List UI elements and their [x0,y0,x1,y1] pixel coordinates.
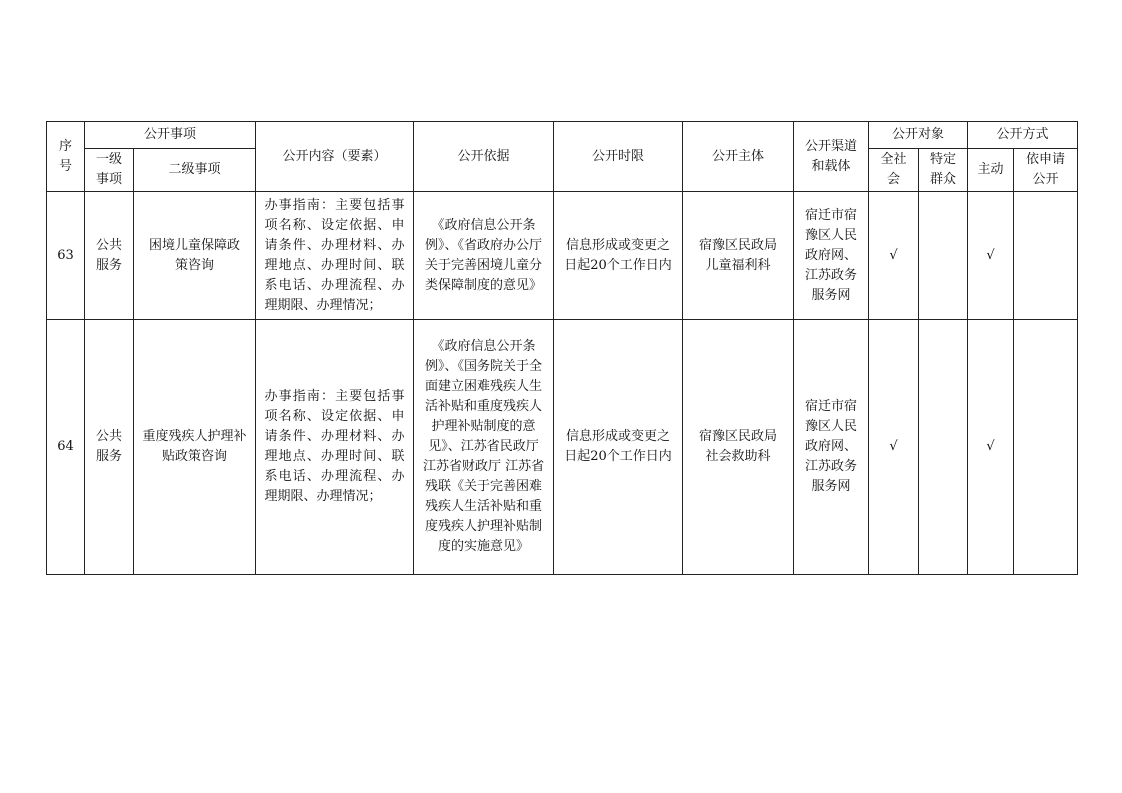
header-target: 公开对象 [869,122,968,149]
row-content: 办事指南：主要包括事项名称、设定依据、申请条件、办理材料、办理地点、办理时间、联系电话、办理流程、办理期限、办理情况； [256,192,414,320]
header-items: 公开事项 [85,122,256,149]
row-basis: 《政府信息公开条例》、《省政府办公厅关于完善困境儿童分类保障制度的意见》 [414,192,554,320]
header-seq: 序号 [47,122,85,192]
header-time-limit: 公开时限 [554,122,683,192]
header-level1: 一级事项 [85,149,134,192]
header-subject: 公开主体 [683,122,794,192]
row-time-limit: 信息形成或变更之日起20个工作日内 [554,320,683,575]
table-row [47,192,1078,320]
row-level1: 公共服务 [85,320,134,575]
row-time-limit: 信息形成或变更之日起20个工作日内 [554,192,683,320]
row-target-all: √ [869,320,919,575]
row-seq: 64 [47,320,85,575]
header-method: 公开方式 [968,122,1078,149]
row-subject: 宿豫区民政局社会救助科 [683,320,794,575]
header-target-all: 全社会 [869,149,919,192]
row-level2: 困境儿童保障政策咨询 [134,192,256,320]
header-row-1 [47,122,1078,149]
row-level1: 公共服务 [85,192,134,320]
row-target-all: √ [869,192,919,320]
table-row [47,320,1078,575]
disclosure-table [46,121,1078,575]
row-content: 办事指南：主要包括事项名称、设定依据、申请条件、办理材料、办理地点、办理时间、联系电话、办理流程、办理期限、办理情况； [256,320,414,575]
row-channel: 宿迁市宿豫区人民政府网、江苏政务服务网 [794,320,869,575]
row-subject: 宿豫区民政局儿童福利科 [683,192,794,320]
row-method-active: √ [968,320,1014,575]
row-seq: 63 [47,192,85,320]
header-method-request: 依申请公开 [1014,149,1078,192]
header-channel: 公开渠道和载体 [794,122,869,192]
row-basis: 《政府信息公开条例》、《国务院关于全面建立困难残疾人生活补贴和重度残疾人护理补贴制度的意见》、江苏省民政厅 江苏省财政厅 江苏省残联《关于完善困难残疾人生活补贴和重度残疾人护理补贴制度的实施意见》 [414,320,554,575]
row-target-specific [919,320,968,575]
row-target-specific [919,192,968,320]
row-method-request [1014,320,1078,575]
row-level2: 重度残疾人护理补贴政策咨询 [134,320,256,575]
row-method-request [1014,192,1078,320]
header-level2: 二级事项 [134,149,256,192]
header-content: 公开内容（要素） [256,122,414,192]
row-channel: 宿迁市宿豫区人民政府网、江苏政务服务网 [794,192,869,320]
header-basis: 公开依据 [414,122,554,192]
header-method-active: 主动 [968,149,1014,192]
header-target-specific: 特定群众 [919,149,968,192]
row-method-active: √ [968,192,1014,320]
